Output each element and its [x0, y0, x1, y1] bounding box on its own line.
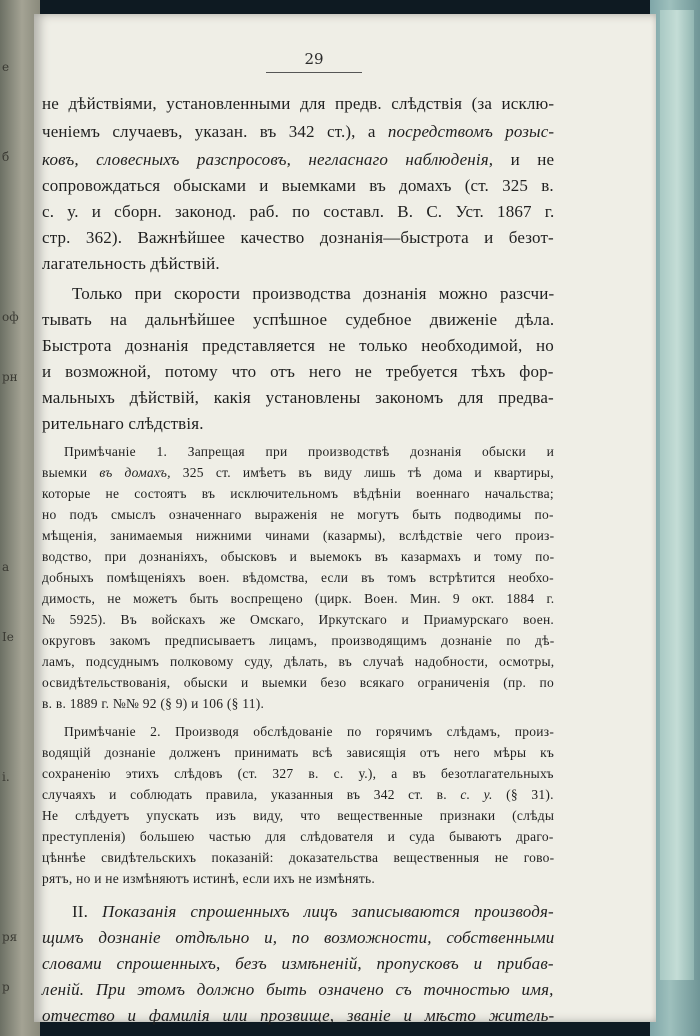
text-line [42, 928, 554, 948]
text-run: но подъ смыслъ означеннаго выраженія не могутъ быть подводимы по- [42, 507, 554, 522]
left-page-text-fragment: рн [2, 370, 18, 384]
text-run: рительнаго слѣдствія. [42, 414, 204, 433]
text-line [42, 176, 554, 196]
left-page-text-fragment: а [2, 560, 10, 574]
text-line [42, 980, 554, 1000]
text-run: рятъ, но и не измѣняютъ истинѣ, если ихъ не измѣнять. [42, 871, 376, 886]
text-run: мѣщенія, занимаемыя нижними чинами (казармы), вслѣдствіе чего произ- [42, 528, 555, 543]
italic-text: въ домахъ, [99, 465, 171, 480]
text-line [42, 549, 554, 565]
book-page [34, 14, 656, 1025]
text-run: Быстрота дознанія представляется не только необходимой, но [42, 336, 554, 355]
text-run: не дѣйствіями, установленными для предв. слѣдствія (за исклю- [42, 94, 555, 113]
text-line [42, 871, 375, 887]
text-line [42, 745, 554, 761]
text-run: освидѣтельствованія, обыски и выемки безо всякаго ограниченія (пр. по [42, 675, 554, 690]
text-line [42, 1006, 554, 1026]
text-line [42, 122, 554, 142]
text-run: № 5925). Въ войскахъ же Омскаго, Иркутскаго и Приамурскаго воен. [42, 612, 555, 627]
left-page-text-fragment: ря [2, 930, 18, 944]
text-line [42, 228, 554, 248]
left-page-text-fragment: оф [2, 310, 19, 324]
text-line [42, 570, 554, 586]
left-page-text-fragment: Ie [2, 630, 14, 644]
text-run: водящій дознаніе долженъ принимать всѣ зависящія отъ него мѣры къ [42, 745, 555, 760]
text-run: преступленія) большею частью для слѣдователя и суда бываютъ драго- [42, 829, 554, 844]
text-line [42, 829, 554, 845]
text-line [42, 696, 264, 712]
text-line [72, 284, 554, 304]
text-line [42, 486, 554, 502]
text-run: сопровождаться обысками и выемками въ домахъ (ст. 325 в. [42, 176, 554, 195]
italic-text: щимъ дознаніе отдѣльно и, по возможности, собственными [42, 928, 555, 947]
book-cover-edge [660, 10, 694, 980]
left-page-text-fragment: е [2, 60, 10, 74]
text-run: стр. 362). Важнѣйшее качество дознанія—быстрота и безот- [42, 228, 554, 247]
text-line [42, 388, 554, 408]
text-run: Примѣчаніе 2. Производя обслѣдованіе по горячимъ слѣдамъ, произ- [64, 724, 555, 739]
text-line [42, 202, 554, 222]
text-run: цѣннѣе свидѣтельскихъ показаній: доказательства вещественныя не гово- [42, 850, 555, 865]
text-line [42, 787, 554, 803]
text-line [64, 724, 554, 740]
text-run: 325 ст. имѣетъ въ виду лишь тѣ дома и квартиры, [170, 465, 554, 480]
text-line [42, 766, 554, 782]
text-run: тывать на дальнѣйшее успѣшное судебное движеніе дѣла. [42, 310, 555, 329]
italic-text: с. у. [460, 787, 493, 802]
left-page-text-fragment: р [2, 980, 10, 994]
text-run: случаяхъ и соблюдать правила, указанныя въ 342 ст. в. [42, 787, 461, 802]
italic-text: посредствомъ розыс- [387, 122, 555, 141]
text-run: димость, не можетъ быть воспрещено (цирк. Воен. Мин. 9 окт. 1884 г. [42, 591, 555, 606]
left-page-text-fragment: i. [2, 770, 10, 784]
text-run: Примѣчаніе 1. Запрещая при производствѣ дознанія обыски и [64, 444, 555, 459]
text-line [42, 612, 554, 628]
text-run: и не [493, 150, 555, 169]
italic-text: ковъ, словесныхъ разспросовъ, негласнаго наблюденія, [42, 150, 494, 169]
text-line [42, 654, 554, 670]
page-number-rule [266, 72, 362, 73]
text-line [42, 675, 554, 691]
italic-text: отчество и фамилія или прозвище, званіе и мѣсто житель- [42, 1006, 555, 1025]
text-line [42, 254, 220, 274]
text-run: добныхъ помѣщеніяхъ воен. вѣдомства, если въ томъ встрѣтится необхо- [42, 570, 554, 585]
text-run: округовъ закомъ предписываетъ лицамъ, производящимъ дознаніе по дѣ- [42, 633, 555, 648]
text-line [42, 633, 554, 649]
text-run: сохраненію этихъ слѣдовъ (ст. 327 в. с. у.), а въ безотлагательныхъ [42, 766, 554, 781]
text-run: которые не состоятъ въ исключительномъ вѣдѣніи военнаго начальства; [42, 486, 554, 501]
text-run: ченіемъ случаевъ, указан. въ 342 ст.), а [42, 122, 388, 141]
text-run: мальныхъ дѣйствій, какія установлены закономъ для предва- [42, 388, 554, 407]
italic-text: словами спрошенныхъ, безъ измѣненій, пропусковъ и прибав- [42, 954, 554, 973]
text-run: Только при скорости производства дознанія можно разсчи- [72, 284, 555, 303]
text-line [42, 336, 554, 356]
text-line [42, 850, 554, 866]
text-line [42, 150, 554, 170]
italic-text: Показанія спрошенныхъ лицъ записываются производя- [102, 902, 554, 921]
text-run: с. у. и сборн. законод. раб. по составл. В. С. Уст. 1867 г. [42, 202, 555, 221]
text-line [42, 507, 554, 523]
text-line [42, 954, 554, 974]
text-line [42, 362, 554, 382]
text-line [64, 444, 554, 460]
text-line [42, 591, 554, 607]
text-run: и возможной, потому что отъ него не требуется тѣхъ фор- [42, 362, 554, 381]
text-line [42, 465, 554, 481]
text-run: II. [72, 902, 103, 921]
text-line [42, 414, 204, 434]
italic-text: леній. При этомъ должно быть означено съ точностью имя, [42, 980, 554, 999]
text-run: в. в. 1889 г. №№ 92 (§ 9) и 106 (§ 11). [42, 696, 265, 711]
text-line [42, 528, 554, 544]
text-line [72, 902, 554, 922]
text-run: выемки [42, 465, 100, 480]
text-line [42, 310, 554, 330]
text-line [42, 808, 554, 824]
page-number: 29 [304, 50, 324, 68]
left-page-text-fragment: б [2, 150, 10, 164]
text-run: водство, при дознаніяхъ, обысковъ и выемокъ въ казармахъ и тому по- [42, 549, 555, 564]
text-run: Не слѣдуетъ упускать изъ виду, что вещественные признаки (слѣды [42, 808, 555, 823]
text-run: лагательность дѣйствій. [42, 254, 220, 273]
text-run: ламъ, подсуднымъ полковому суду, дѣлать, въ случаѣ надобности, осмотры, [42, 654, 555, 669]
text-line [42, 94, 554, 114]
text-run: (§ 31). [492, 787, 554, 802]
